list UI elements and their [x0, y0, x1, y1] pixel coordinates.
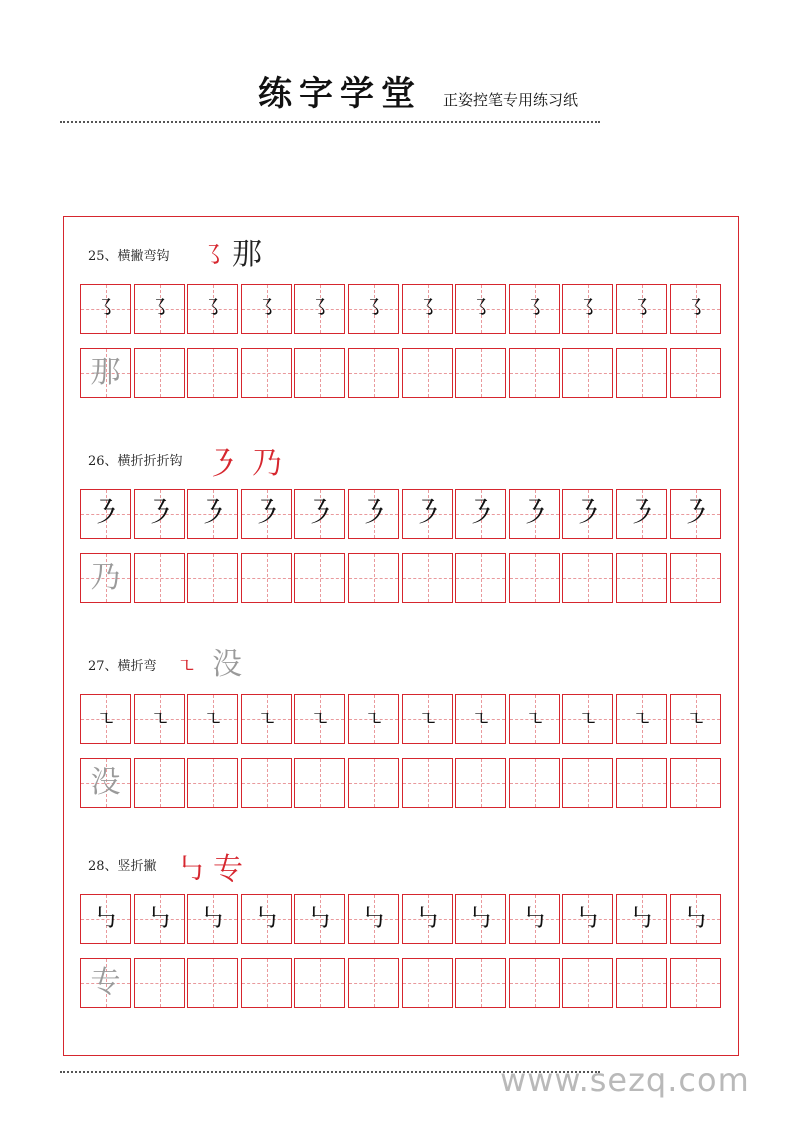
- practice-cell[interactable]: [455, 489, 506, 539]
- blank-practice-cell[interactable]: [134, 348, 185, 398]
- stroke-trace-glyph: ㇋: [465, 496, 496, 531]
- practice-cell[interactable]: [616, 694, 667, 744]
- blank-practice-cell[interactable]: [455, 553, 506, 603]
- blank-practice-cell[interactable]: [562, 348, 613, 398]
- stroke-trace-glyph: ㇍: [417, 707, 438, 731]
- practice-cell[interactable]: [187, 694, 238, 744]
- practice-cell[interactable]: [616, 489, 667, 539]
- stroke-trace-glyph: ㇌: [523, 296, 546, 321]
- practice-cell[interactable]: [562, 284, 613, 334]
- practice-cell[interactable]: [509, 694, 560, 744]
- practice-cell[interactable]: [509, 489, 560, 539]
- stroke-sample: ㇌: [200, 241, 227, 271]
- model-cell[interactable]: [80, 958, 131, 1008]
- blank-practice-cell[interactable]: [616, 758, 667, 808]
- model-character: 专: [90, 965, 121, 1000]
- blank-practice-cell[interactable]: [294, 758, 345, 808]
- blank-practice-cell[interactable]: [616, 958, 667, 1008]
- blank-practice-cell[interactable]: [187, 348, 238, 398]
- practice-cell[interactable]: [80, 694, 131, 744]
- blank-practice-cell[interactable]: [455, 758, 506, 808]
- blank-practice-cell[interactable]: [294, 958, 345, 1008]
- practice-cell[interactable]: [294, 284, 345, 334]
- stroke-trace-glyph: ㇌: [630, 296, 653, 321]
- practice-cell[interactable]: [294, 894, 345, 944]
- example-character: 乃: [252, 446, 282, 481]
- model-character: 没: [90, 765, 121, 800]
- character-practice-row: [80, 958, 724, 1008]
- practice-cell[interactable]: [348, 694, 399, 744]
- stroke-trace-glyph: ㇉: [628, 904, 655, 934]
- stroke-trace-glyph: ㇍: [631, 707, 652, 731]
- blank-practice-cell[interactable]: [509, 758, 560, 808]
- blank-practice-cell[interactable]: [134, 958, 185, 1008]
- practice-cell[interactable]: [455, 284, 506, 334]
- practice-cell[interactable]: [80, 284, 131, 334]
- blank-practice-cell[interactable]: [187, 758, 238, 808]
- stroke-trace-glyph: ㇋: [412, 496, 443, 531]
- practice-cell[interactable]: [348, 284, 399, 334]
- stroke-trace-glyph: ㇌: [416, 296, 439, 321]
- practice-cell[interactable]: [294, 694, 345, 744]
- blank-practice-cell[interactable]: [670, 758, 721, 808]
- blank-practice-cell[interactable]: [294, 348, 345, 398]
- blank-practice-cell[interactable]: [562, 758, 613, 808]
- stroke-trace-glyph: ㇉: [146, 904, 173, 934]
- practice-cell[interactable]: [562, 894, 613, 944]
- practice-cell[interactable]: [562, 694, 613, 744]
- blank-practice-cell[interactable]: [187, 958, 238, 1008]
- stroke-trace-glyph: ㇉: [414, 904, 441, 934]
- section-label: 27、横折弯: [88, 659, 157, 674]
- blank-practice-cell[interactable]: [402, 553, 453, 603]
- stroke-trace-glyph: ㇋: [304, 496, 335, 531]
- stroke-trace-glyph: ㇌: [201, 296, 224, 321]
- stroke-trace-glyph: ㇉: [92, 904, 119, 934]
- practice-cell[interactable]: [509, 284, 560, 334]
- practice-cell[interactable]: [670, 894, 721, 944]
- stroke-trace-glyph: ㇌: [362, 296, 385, 321]
- practice-cell[interactable]: [134, 489, 185, 539]
- practice-cell[interactable]: [455, 894, 506, 944]
- stroke-trace-glyph: ㇌: [684, 296, 707, 321]
- blank-practice-cell[interactable]: [670, 958, 721, 1008]
- model-cell[interactable]: [80, 758, 131, 808]
- blank-practice-cell[interactable]: [134, 758, 185, 808]
- stroke-trace-glyph: ㇌: [469, 296, 492, 321]
- practice-cell[interactable]: [402, 894, 453, 944]
- practice-cell[interactable]: [670, 694, 721, 744]
- stroke-trace-glyph: ㇋: [251, 496, 282, 531]
- practice-cell[interactable]: [241, 284, 292, 334]
- section-label: 26、横折折折钩: [88, 454, 183, 469]
- practice-cell[interactable]: [294, 489, 345, 539]
- practice-cell[interactable]: [509, 894, 560, 944]
- character-practice-row: [80, 553, 724, 603]
- stroke-sample: ㇋: [205, 445, 239, 485]
- practice-cell[interactable]: [670, 489, 721, 539]
- stroke-practice-row: [80, 284, 724, 334]
- page-subtitle: 正姿控笔专用练习纸: [443, 91, 579, 109]
- blank-practice-cell[interactable]: [348, 553, 399, 603]
- blank-practice-cell[interactable]: [670, 348, 721, 398]
- practice-cell[interactable]: [134, 284, 185, 334]
- stroke-trace-glyph: ㇉: [253, 904, 280, 934]
- stroke-practice-row: [80, 894, 724, 944]
- blank-practice-cell[interactable]: [455, 958, 506, 1008]
- practice-cell[interactable]: [616, 284, 667, 334]
- blank-practice-cell[interactable]: [402, 958, 453, 1008]
- stroke-trace-glyph: ㇉: [199, 904, 226, 934]
- blank-practice-cell[interactable]: [241, 348, 292, 398]
- stroke-trace-glyph: ㇍: [256, 707, 277, 731]
- stroke-trace-glyph: ㇋: [626, 496, 657, 531]
- blank-practice-cell[interactable]: [241, 758, 292, 808]
- stroke-trace-glyph: ㇉: [521, 904, 548, 934]
- blank-practice-cell[interactable]: [402, 348, 453, 398]
- blank-practice-cell[interactable]: [187, 553, 238, 603]
- stroke-practice-row: [80, 489, 724, 539]
- practice-cell[interactable]: [348, 489, 399, 539]
- practice-cell[interactable]: [402, 489, 453, 539]
- practice-cell[interactable]: [402, 284, 453, 334]
- blank-practice-cell[interactable]: [402, 758, 453, 808]
- practice-cell[interactable]: [241, 489, 292, 539]
- practice-cell[interactable]: [241, 894, 292, 944]
- stroke-trace-glyph: ㇋: [680, 496, 711, 531]
- blank-practice-cell[interactable]: [455, 348, 506, 398]
- stroke-trace-glyph: ㇋: [197, 496, 228, 531]
- stroke-trace-glyph: ㇍: [95, 707, 116, 731]
- page-title: 练字学堂: [258, 74, 422, 114]
- stroke-trace-glyph: ㇋: [519, 496, 550, 531]
- practice-cell[interactable]: [80, 894, 131, 944]
- blank-practice-cell[interactable]: [348, 958, 399, 1008]
- stroke-sample: ㇍: [176, 654, 196, 678]
- stroke-trace-glyph: ㇍: [577, 707, 598, 731]
- stroke-section: [0, 647, 800, 820]
- stroke-trace-glyph: ㇍: [202, 707, 223, 731]
- blank-practice-cell[interactable]: [348, 348, 399, 398]
- stroke-trace-glyph: ㇋: [358, 496, 389, 531]
- practice-cell[interactable]: [616, 894, 667, 944]
- blank-practice-cell[interactable]: [134, 553, 185, 603]
- blank-practice-cell[interactable]: [509, 958, 560, 1008]
- stroke-practice-row: [80, 694, 724, 744]
- stroke-trace-glyph: ㇍: [524, 707, 545, 731]
- stroke-section: [0, 237, 800, 410]
- blank-practice-cell[interactable]: [670, 553, 721, 603]
- practice-cell[interactable]: [455, 694, 506, 744]
- stroke-trace-glyph: ㇍: [309, 707, 330, 731]
- practice-cell[interactable]: [187, 489, 238, 539]
- section-label: 25、横撇弯钩: [88, 249, 170, 264]
- stroke-trace-glyph: ㇉: [574, 904, 601, 934]
- blank-practice-cell[interactable]: [509, 348, 560, 398]
- stroke-section: [0, 850, 800, 1020]
- stroke-trace-glyph: ㇍: [470, 707, 491, 731]
- practice-cell[interactable]: [562, 489, 613, 539]
- example-character: 那: [232, 237, 262, 272]
- stroke-trace-glyph: ㇋: [144, 496, 175, 531]
- blank-practice-cell[interactable]: [241, 958, 292, 1008]
- practice-cell[interactable]: [80, 489, 131, 539]
- stroke-trace-glyph: ㇉: [682, 904, 709, 934]
- stroke-trace-glyph: ㇍: [363, 707, 384, 731]
- practice-cell[interactable]: [187, 284, 238, 334]
- practice-cell[interactable]: [241, 694, 292, 744]
- stroke-trace-glyph: ㇋: [572, 496, 603, 531]
- stroke-trace-glyph: ㇌: [94, 296, 117, 321]
- model-character: 乃: [90, 560, 121, 595]
- header-divider: [60, 121, 600, 123]
- stroke-sample: ㇉: [176, 852, 206, 887]
- stroke-trace-glyph: ㇉: [360, 904, 387, 934]
- blank-practice-cell[interactable]: [348, 758, 399, 808]
- model-cell[interactable]: [80, 348, 131, 398]
- stroke-trace-glyph: ㇍: [685, 707, 706, 731]
- blank-practice-cell[interactable]: [241, 553, 292, 603]
- section-label: 28、竖折撇: [88, 859, 157, 874]
- example-character: 专: [213, 852, 243, 887]
- stroke-trace-glyph: ㇌: [308, 296, 331, 321]
- blank-practice-cell[interactable]: [562, 958, 613, 1008]
- example-character: 没: [212, 647, 242, 682]
- stroke-section: [0, 445, 800, 615]
- practice-cell[interactable]: [348, 894, 399, 944]
- practice-cell[interactable]: [187, 894, 238, 944]
- character-practice-row: [80, 348, 724, 398]
- stroke-trace-glyph: ㇌: [576, 296, 599, 321]
- blank-practice-cell[interactable]: [562, 553, 613, 603]
- site-watermark: www.sezq.com: [500, 1061, 750, 1099]
- practice-cell[interactable]: [402, 694, 453, 744]
- model-cell[interactable]: [80, 553, 131, 603]
- stroke-trace-glyph: ㇋: [90, 496, 121, 531]
- character-practice-row: [80, 758, 724, 808]
- blank-practice-cell[interactable]: [616, 348, 667, 398]
- stroke-trace-glyph: ㇉: [306, 904, 333, 934]
- blank-practice-cell[interactable]: [509, 553, 560, 603]
- practice-cell[interactable]: [134, 894, 185, 944]
- blank-practice-cell[interactable]: [616, 553, 667, 603]
- practice-cell[interactable]: [134, 694, 185, 744]
- stroke-trace-glyph: ㇉: [467, 904, 494, 934]
- blank-practice-cell[interactable]: [294, 553, 345, 603]
- stroke-trace-glyph: ㇌: [255, 296, 278, 321]
- model-character: 那: [90, 355, 121, 390]
- practice-cell[interactable]: [670, 284, 721, 334]
- stroke-trace-glyph: ㇍: [149, 707, 170, 731]
- stroke-trace-glyph: ㇌: [148, 296, 171, 321]
